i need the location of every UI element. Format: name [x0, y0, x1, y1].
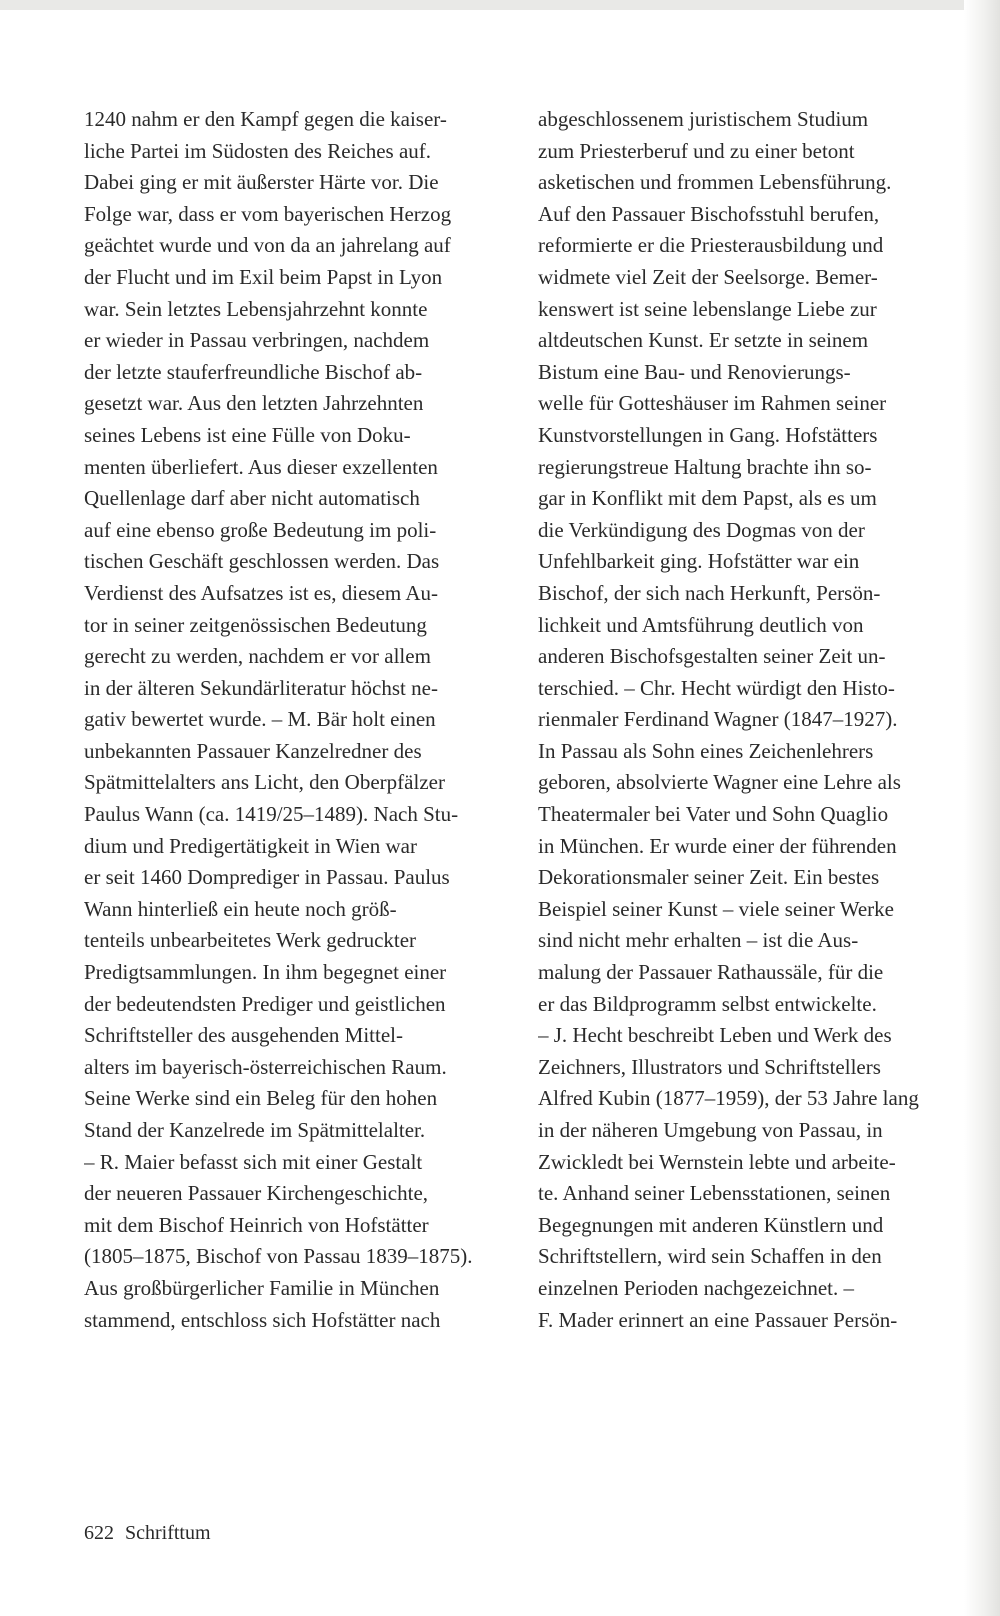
text-line: Schriftstellern, wird sein Schaffen in den: [538, 1244, 882, 1269]
text-line: gar in Konflikt mit dem Papst, als es um: [538, 486, 877, 511]
text-line: alters im bayerisch-österreichischen Raum.: [84, 1054, 447, 1079]
text-line: welle für Gotteshäuser im Rahmen seiner: [538, 391, 887, 416]
page-number: 622: [84, 1522, 114, 1544]
text-line: malung der Passauer Rathaussäle, für die: [538, 960, 884, 985]
text-line: er seit 1460 Domprediger in Passau. Paulus: [84, 865, 450, 890]
text-line: der bedeutendsten Prediger und geistlichen: [84, 991, 446, 1016]
text-line: Unfehlbarkeit ging. Hofstätter war ein: [538, 549, 860, 574]
text-line: Theatermaler bei Vater und Sohn Quaglio: [538, 802, 889, 827]
text-line: Schriftsteller des ausgehenden Mittel-: [84, 1023, 403, 1048]
text-line: Kunstvorstellungen in Gang. Hofstätters: [538, 422, 878, 447]
text-line: regierungstreue Haltung brachte ihn so-: [538, 454, 872, 479]
text-line: in München. Er wurde einer der führenden: [538, 833, 897, 858]
text-line: geboren, absolvierte Wagner eine Lehre als: [538, 770, 901, 795]
text-line: F. Mader erinnert an eine Passauer Persön-: [538, 1307, 898, 1332]
text-line: abgeschlossenem juristischem Studium: [538, 107, 869, 131]
text-line: Begegnungen mit anderen Künstlern und: [538, 1212, 884, 1237]
text-line: gativ bewertet wurde. – M. Bär holt einen: [84, 707, 436, 732]
text-line: Spätmittelalters ans Licht, den Oberpfälzer: [84, 770, 445, 795]
text-line: auf eine ebenso große Bedeutung im poli-: [84, 517, 437, 542]
text-line: Stand der Kanzelrede im Spätmittelalter.: [84, 1118, 426, 1142]
text-line: Quellenlage darf aber nicht automatisch: [84, 486, 420, 511]
text-line: – R. Maier befasst sich mit einer Gestalt: [84, 1149, 423, 1174]
text-line: dium und Predigertätigkeit in Wien war: [84, 833, 417, 858]
text-line: widmete viel Zeit der Seelsorge. Bemer-: [538, 264, 878, 289]
text-line: terschied. – Chr. Hecht würdigt den Histo-: [538, 675, 895, 700]
text-line: reformierte er die Priesterausbildung und: [538, 233, 884, 258]
page-footer: [84, 1519, 211, 1547]
text-line: tor in seiner zeitgenössischen Bedeutung: [84, 612, 427, 637]
text-line: Folge war, dass er vom bayerischen Herzog: [84, 201, 452, 226]
text-line: Zwickledt bei Wernstein lebte und arbeite-: [538, 1149, 896, 1174]
text-line: (1805–1875, Bischof von Passau 1839–1875).: [84, 1244, 473, 1269]
text-line: – J. Hecht beschreibt Leben und Werk des: [538, 1023, 892, 1048]
text-line: Bistum eine Bau- und Renovierungs-: [538, 359, 851, 384]
text-line: Predigtsammlungen. In ihm begegnet einer: [84, 960, 447, 985]
text-line: Paulus Wann (ca. 1419/25–1489). Nach Stu-: [84, 802, 459, 827]
text-line: unbekannten Passauer Kanzelredner des: [84, 738, 422, 763]
text-line: 1240 nahm er den Kampf gegen die kaiser-: [84, 107, 447, 131]
text-line: asketischen und frommen Lebensführung.: [538, 170, 892, 195]
text-line: te. Anhand seiner Lebensstationen, seinen: [538, 1181, 891, 1206]
text-line: lichkeit und Amtsführung deutlich von: [538, 612, 864, 637]
text-line: liche Partei im Südosten des Reiches auf.: [84, 138, 432, 163]
text-line: in der älteren Sekundärliteratur höchst ne-: [84, 675, 438, 700]
text-line: kenswert ist seine lebenslange Liebe zur: [538, 296, 877, 321]
text-line: in der näheren Umgebung von Passau, in: [538, 1118, 883, 1142]
text-line: Auf den Passauer Bischofsstuhl berufen,: [538, 201, 880, 226]
text-line: geächtet wurde und von da an jahrelang auf: [84, 233, 451, 258]
text-line: Alfred Kubin (1877–1959), der 53 Jahre lang: [538, 1086, 919, 1111]
text-line: er das Bildprogramm selbst entwickelte.: [538, 991, 877, 1016]
text-line: menten überliefert. Aus dieser exzellenten: [84, 454, 438, 479]
running-section-title: Schrifttum: [125, 1522, 211, 1544]
text-line: der Flucht und im Exil beim Papst in Lyon: [84, 264, 443, 289]
text-line: Wann hinterließ ein heute noch größ-: [84, 896, 397, 921]
text-line: gerecht zu werden, nachdem er vor allem: [84, 644, 431, 669]
text-line: zum Priesterberuf und zu einer betont: [538, 138, 855, 163]
text-line: stammend, entschloss sich Hofstätter nach: [84, 1307, 441, 1332]
text-line: Aus großbürgerlicher Familie in München: [84, 1275, 440, 1300]
text-line: Beispiel seiner Kunst – viele seiner Werke: [538, 896, 894, 921]
text-column-right: [538, 104, 958, 1336]
text-line: gesetzt war. Aus den letzten Jahrzehnten: [84, 391, 424, 416]
text-line: Dabei ging er mit äußerster Härte vor. Die: [84, 170, 439, 195]
text-line: Seine Werke sind ein Beleg für den hohen: [84, 1086, 438, 1111]
text-line: tenteils unbearbeitetes Werk gedruckter: [84, 928, 417, 953]
text-line: seines Lebens ist eine Fülle von Doku-: [84, 422, 411, 447]
text-line: rienmaler Ferdinand Wagner (1847–1927).: [538, 707, 898, 732]
text-line: Dekorationsmaler seiner Zeit. Ein bestes: [538, 865, 880, 890]
text-line: mit dem Bischof Heinrich von Hofstätter: [84, 1212, 429, 1237]
text-line: war. Sein letztes Lebensjahrzehnt konnte: [84, 296, 428, 321]
text-line: einzelnen Perioden nachgezeichnet. –: [538, 1275, 855, 1300]
text-column-left: [84, 104, 504, 1336]
text-line: er wieder in Passau verbringen, nachdem: [84, 328, 430, 353]
text-line: Zeichners, Illustrators und Schriftstellers: [538, 1054, 881, 1079]
page-gutter-shadow: [964, 0, 1000, 1616]
text-line: altdeutschen Kunst. Er setzte in seinem: [538, 328, 869, 353]
text-line: Verdienst des Aufsatzes ist es, diesem Au-: [84, 580, 439, 605]
text-line: In Passau als Sohn eines Zeichenlehrers: [538, 738, 874, 763]
text-line: der letzte stauferfreundliche Bischof ab-: [84, 359, 423, 384]
text-line: anderen Bischofsgestalten seiner Zeit un-: [538, 644, 886, 669]
text-line: die Verkündigung des Dogmas von der: [538, 517, 865, 542]
text-line: Bischof, der sich nach Herkunft, Persön-: [538, 580, 881, 605]
text-line: tischen Geschäft geschlossen werden. Das: [84, 549, 440, 574]
text-line: sind nicht mehr erhalten – ist die Aus-: [538, 928, 859, 953]
text-line: der neueren Passauer Kirchengeschichte,: [84, 1181, 429, 1206]
